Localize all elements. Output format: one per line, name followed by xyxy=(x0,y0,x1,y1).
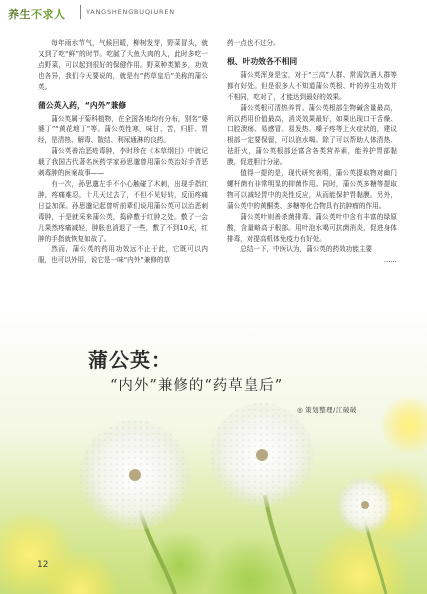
section-heading-2: 根、叶功效各不相同 xyxy=(227,56,298,66)
paragraph-continuation: 药一点也不过分。 xyxy=(227,39,280,47)
credit-mark: ◎ xyxy=(297,406,304,414)
magazine-brand xyxy=(8,6,66,22)
paragraph: 值得一提的是，现代研究表明，蒲公英提取物对幽门螺杆菌有非常明显的抑菌作用。同时，蒲公英多糖等提取物可以减轻胃中的炎性反应，从而能保护胃黏膜。另外，蒲公英中的黄酮类、多糖等化合物具有抗肿瘤的作用。 xyxy=(227,169,397,210)
paragraph: 蒲公英叶则善杀菌排毒。蒲公英叶中含有丰富的绿原酸，含量略高于根部。用叶泡水喝可抗菌消炎，促进身体排毒，对提高机体免疫力有好处。 xyxy=(227,212,397,243)
continued-mark: …… xyxy=(383,256,397,265)
feature-title: 蒲公英： xyxy=(88,348,172,372)
intro-paragraph: 每年雨水节气，气候回暖，柳树发芽，野菜冒头，就又到了吃“鲜”的时节。吃腻了大鱼大肉的人，此时多吃一点野菜，可以起到很好的保健作用。野菜种类繁多，功效也各异，我们今天要说的，就是有“药草皇后”美称的蒲公英。 xyxy=(38,39,208,91)
right-column xyxy=(227,38,397,266)
paragraph: 蒲公英浑身是宝，对于“三高”人群、常需饮酒人群等都有好处。但是很多人不知道蒲公英根、叶的养生功效并不相同，吃对了，才能达到最好的效果。 xyxy=(227,70,397,101)
paragraph: 总结一下，中医认为，蒲公英的药效功能主要 xyxy=(240,245,373,254)
brand-part2: 不求人 xyxy=(31,8,66,21)
header-subtitle: YANGSHENGBUQIUREN xyxy=(86,8,175,16)
credit-text: 策划整理/江破破 xyxy=(305,406,357,414)
left-column xyxy=(38,38,208,266)
paragraph: 蒲公英善治恶疮毒肿，李时珍在《本草纲目》中就记载了我国古代著名医药学家孙思邈曾用蒲公英治好手背恶刺毒肿的医案故事—— xyxy=(38,147,208,178)
dandelion-photo xyxy=(0,305,427,594)
brand-part1: 养生 xyxy=(8,8,31,21)
paragraph: 蒲公英根可清热养胃。蒲公英根部生物碱含量最高，所以药用价值最高，消炎效果最好，如果出现口干舌燥、口腔溃疡、易感冒、易发热、嗓子疼等上火症状的，建议根部一定要保留，可以泡水喝。除了可以帮助人体清热、祛肝火，蒲公英根部还富含各类营养素，能养护胃部黏膜，促进胆汁分泌。 xyxy=(227,103,397,167)
author-credit xyxy=(297,405,357,414)
header-divider xyxy=(80,5,81,19)
feature-subtitle: “内外”兼修的“药草皇后” xyxy=(110,378,284,394)
paragraph: 蒲公英属于菊科植物，在全国各地均有分布，别名“婆婆丁”“黄花地丁”等。蒲公英性寒，味甘、苦，归肝、胃经，是清热、解毒、散结、利尿通淋的良药。 xyxy=(38,114,208,145)
paragraph: 然而，蒲公英的药用功效远不止于此，它既可以内服，也可以外用，说它是一味“内外”兼修的草 xyxy=(38,245,208,265)
page-number: 12 xyxy=(37,560,49,570)
paragraph: 有一次，孙思邈左手不小心触碰了木刺，出现手指红肿，疼痛难忍，十几天过去了，不但不见好转，反而疼痛日益加深。孙思邈记起曾听前辈们说用蒲公英可以治恶刺毒肿，于是就采来蒲公英，捣碎敷于红肿之处。敷了一会儿果然疼痛减轻，肿胀也消退了一些，敷了不到10天，红肿的手指就恢复如故了。 xyxy=(38,179,208,243)
page-header xyxy=(0,0,427,30)
section-heading-1: 蒲公英入药，“内外”兼修 xyxy=(38,100,127,110)
